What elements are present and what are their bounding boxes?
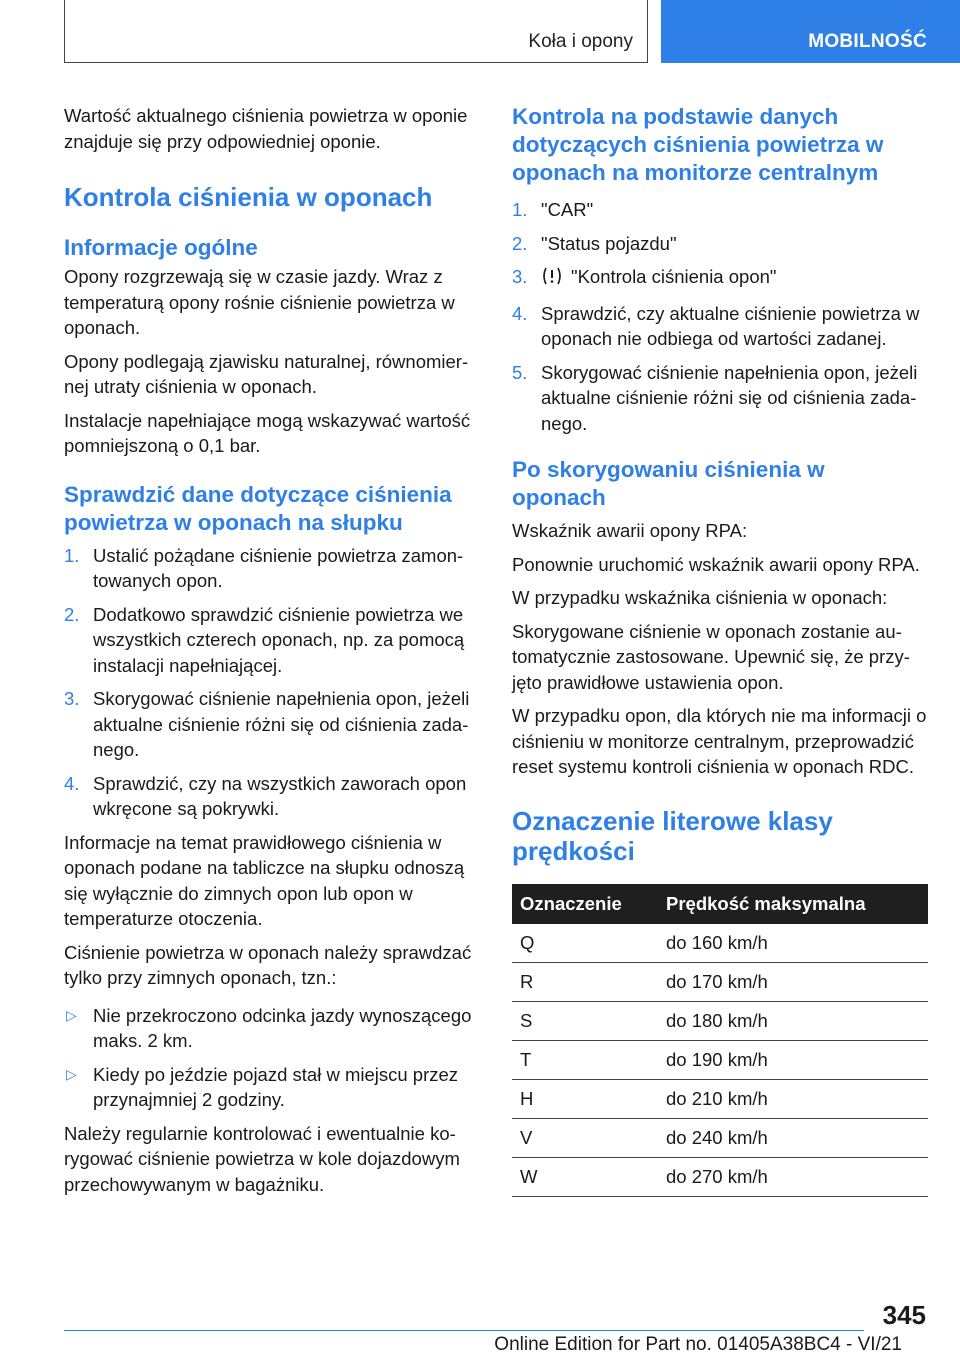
step-number: 2. — [64, 603, 80, 625]
heading-pressure-check: Kontrola ciśnienia w oponach — [64, 182, 433, 212]
max-speed: do 160 km/h — [658, 924, 928, 963]
heading-general-info: Informacje ogólne — [64, 235, 258, 260]
cold-tires-paragraph: Ciśnienie powietrza w oponach należy sprawdzać tylko przy zimnych oponach, tzn.: — [64, 941, 472, 988]
max-speed: do 240 km/h — [658, 1118, 928, 1157]
rpa-reset-paragraph: Ponownie uruchomić wskaźnik awarii opony RPA. — [512, 553, 920, 575]
list-item — [512, 360, 928, 437]
column-header-max-speed: Prędkość maksymalna — [658, 884, 928, 924]
header-chapter-tab — [661, 0, 960, 63]
list-item — [64, 771, 480, 822]
step-text: Ustalić pożądane ciśnienie powietrza zamontowanych opon. — [93, 544, 464, 591]
list-item — [512, 301, 928, 352]
spare-wheel-paragraph: Należy regularnie kontrolować i ewentualnie korygować ciśnienie powietrza w kole dojazdowym przechowywanym w bagażniku. — [64, 1122, 460, 1195]
heading-after-correction: Po skorygowaniu ciśnienia w oponach — [512, 457, 825, 510]
cold-tires-conditions-list — [64, 1003, 480, 1113]
step-text: "Kontrola ciśnienia opon" — [571, 266, 777, 287]
rpa-label-paragraph: Wskaźnik awarii opony RPA: — [512, 520, 748, 541]
table-row — [512, 924, 928, 963]
step-number: 1. — [64, 544, 80, 566]
max-speed: do 270 km/h — [658, 1157, 928, 1196]
triangle-bullet-icon: ▷ — [66, 1065, 77, 1082]
step-number: 3. — [512, 266, 528, 287]
list-item — [64, 1003, 480, 1054]
general-paragraph-3: Instalacje napełniające mogą wskazywać wartość pomniejszoną o 0,1 bar. — [64, 409, 471, 456]
step-text: Sprawdzić, czy na wszystkich zaworach opon wkręcone są pokrywki. — [93, 772, 467, 819]
rdc-reset-paragraph: W przypadku opon, dla których nie ma informacji o ciśnieniu w monitorze centralnym, przeprowadzić reset systemu kontroli ciśnienia w oponach RDC. — [512, 705, 927, 777]
footer-edition-text: Online Edition for Part no. 01405A38BC4 - VI/21 — [494, 1334, 902, 1355]
intro-paragraph: Wartość aktualnego ciśnienia powietrza w oponie znajduje się przy odpowiedniej oponie. — [64, 105, 468, 152]
general-paragraph-1: Opony rozgrzewają się w czasie jazdy. Wraz z temperaturą opony rośnie ciśnienie powietrza w oponach. — [64, 266, 455, 338]
step-text: Sprawdzić, czy aktualne ciśnienie powietrza w oponach nie odbiega od wartości zadanej. — [541, 302, 920, 349]
header-section-box — [64, 0, 648, 63]
page-number: 345 — [882, 1300, 926, 1330]
list-item — [512, 264, 928, 293]
step-number: 3. — [64, 688, 80, 709]
heading-monitor-check: Kontrola na podstawie danych dotyczących ciśnienia powietrza w oponach na monitorze centralnym — [512, 104, 884, 185]
header-section-title: Koła i opony — [528, 31, 633, 52]
footer-divider — [64, 1330, 864, 1331]
max-speed: do 170 km/h — [658, 962, 928, 1001]
speed-code: W — [512, 1157, 658, 1196]
header-chapter-title: MOBILNOŚĆ — [808, 31, 927, 52]
speed-code: H — [512, 1079, 658, 1118]
table-row — [512, 1157, 928, 1196]
step-number: 1. — [512, 199, 528, 220]
max-speed: do 210 km/h — [658, 1079, 928, 1118]
step-number: 4. — [64, 772, 80, 794]
speed-code: R — [512, 962, 658, 1001]
speed-code: T — [512, 1040, 658, 1079]
max-speed: do 180 km/h — [658, 1001, 928, 1040]
step-number: 2. — [512, 232, 528, 254]
monitor-steps-list — [512, 197, 928, 436]
triangle-bullet-icon: ▷ — [66, 1006, 77, 1023]
speed-code: Q — [512, 924, 658, 963]
pressure-indicator-paragraph: W przypadku wskaźnika ciśnienia w oponach: — [512, 587, 888, 608]
speed-class-table — [512, 884, 928, 1197]
table-row — [512, 1079, 928, 1118]
left-column — [64, 103, 480, 1205]
max-speed: do 190 km/h — [658, 1040, 928, 1079]
list-item — [64, 1062, 480, 1113]
table-row — [512, 962, 928, 1001]
list-item — [512, 231, 928, 257]
bullet-text: Kiedy po jeździe pojazd stał w miejscu przez przynajmniej 2 godziny. — [93, 1063, 459, 1110]
table-row — [512, 1001, 928, 1040]
step-text: Skorygować ciśnienie napełnienia opon, jeżeli aktualne ciśnienie różni się od ciśnienia zadanego. — [93, 688, 470, 760]
step-text: "CAR" — [541, 199, 594, 220]
step-text: "Status pojazdu" — [541, 232, 677, 254]
list-item — [64, 543, 480, 594]
step-number: 5. — [512, 361, 528, 383]
step-text: Dodatkowo sprawdzić ciśnienie powietrza we wszystkich czterech oponach, np. za pomocą instalacji napełniającej. — [93, 603, 465, 676]
bullet-text: Nie przekroczono odcinka jazdy wynoszącego maks. 2 km. — [93, 1004, 472, 1051]
speed-code: V — [512, 1118, 658, 1157]
list-item — [64, 602, 480, 679]
pillar-info-paragraph: Informacje na temat prawidłowego ciśnienia w oponach podane na tabliczce na słupku odnoszą się wyłącznie do zimnych opon lub opon w temperaturze otoczenia. — [64, 831, 465, 929]
pillar-steps-list — [64, 543, 480, 822]
heading-pillar-data: Sprawdzić dane dotyczące ciśnienia powietrza w oponach na słupku — [64, 481, 452, 535]
heading-speed-class: Oznaczenie literowe klasy prędkości — [512, 805, 833, 866]
list-item — [64, 686, 480, 763]
right-column — [512, 103, 928, 1197]
column-header-code: Oznaczenie — [512, 884, 658, 924]
table-row — [512, 1040, 928, 1079]
list-item — [512, 197, 928, 223]
step-text: Skorygować ciśnienie napełnienia opon, jeżeli aktualne ciśnienie różni się od ciśnienia zadanego. — [541, 361, 918, 434]
step-number: 4. — [512, 302, 528, 324]
general-paragraph-2: Opony podlegają zjawisku naturalnej, równomiernej utraty ciśnienia w oponach. — [64, 350, 469, 397]
auto-apply-paragraph: Skorygowane ciśnienie w oponach zostanie automatycznie zastosowane. Upewnić się, że przyjęto prawidłowe ustawienia opon. — [512, 620, 910, 693]
table-row — [512, 1118, 928, 1157]
tire-pressure-warning-icon — [541, 266, 563, 293]
table-header-row — [512, 884, 928, 924]
speed-code: S — [512, 1001, 658, 1040]
